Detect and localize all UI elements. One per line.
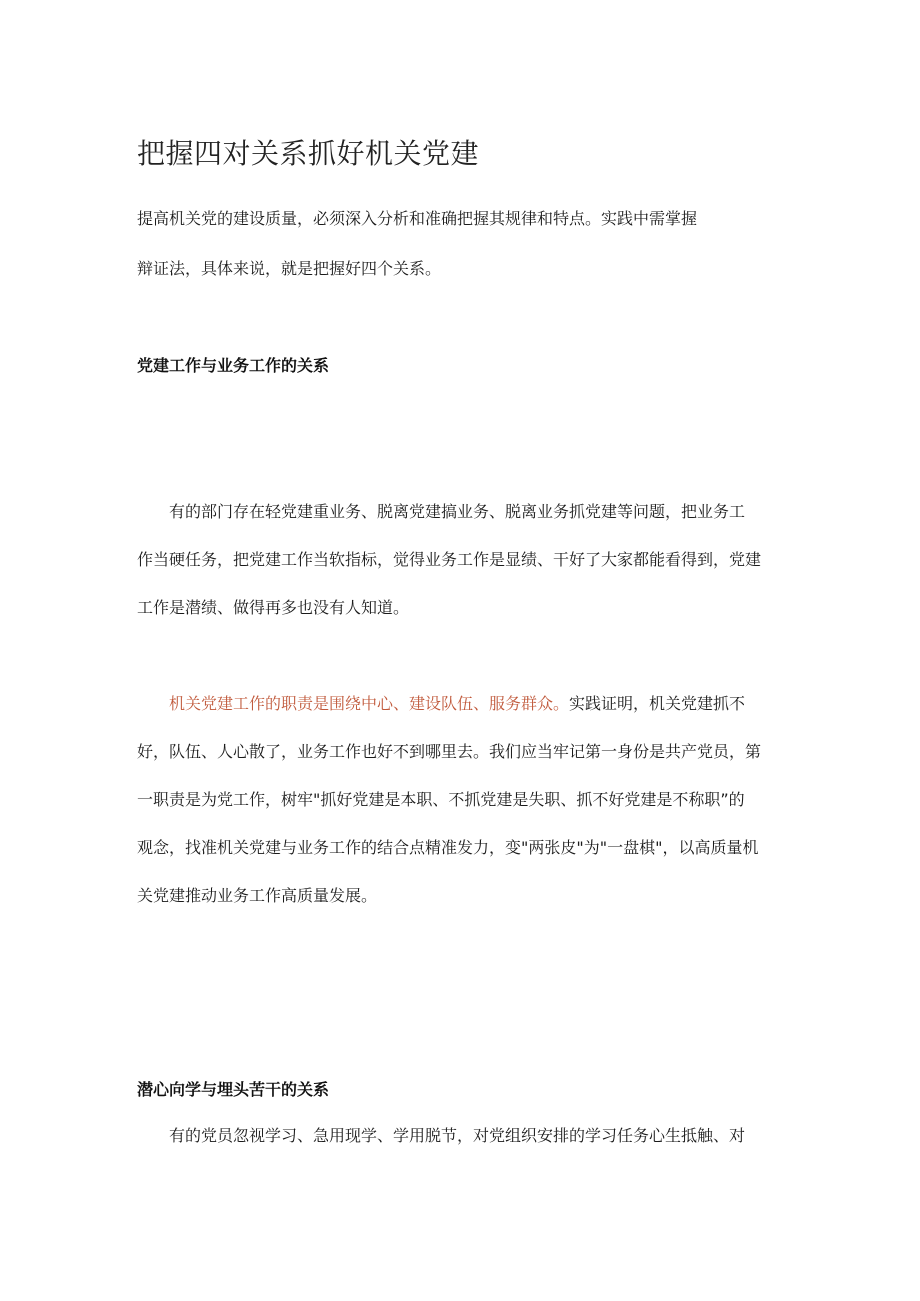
intro-line-1: 提高机关党的建设质量，必须深入分析和准确把握其规律和特点。实践中需掌握 — [137, 209, 698, 228]
section-1-para-1-line-1: 有的部门存在轻党建重业务、脱离党建搞业务、脱离业务抓党建等问题，把业务工 — [169, 502, 746, 521]
section-1-para-2-line-5: 关党建推动业务工作高质量发展。 — [137, 886, 378, 905]
section-2-para-1-line-1: 有的党员忽视学习、急用现学、学用脱节，对党组织安排的学习任务心生抵触、对 — [169, 1126, 746, 1145]
document-title: 把握四对关系抓好机关党建 — [137, 137, 480, 170]
section-1-heading: 党建工作与业务工作的关系 — [137, 356, 330, 375]
line-rest-text: 实践证明，机关党建抓不 — [569, 694, 746, 713]
highlight-text: 机关党建工作的职责是围绕中心、建设队伍、服务群众。 — [169, 694, 570, 713]
intro-line-2: 辩证法，具体来说，就是把握好四个关系。 — [137, 259, 442, 278]
section-1-para-1-line-2: 作当硬任务，把党建工作当软指标，觉得业务工作是显绩、干好了大家都能看得到，党建 — [137, 550, 762, 569]
section-1-para-2-line-4: 观念，找准机关党建与业务工作的结合点精准发力，变"两张皮"为"一盘棋"，以高质量机 — [137, 838, 759, 857]
section-1-para-1-line-3: 工作是潜绩、做得再多也没有人知道。 — [137, 598, 410, 617]
section-1-para-2-line-3: 一职责是为党工作，树牢"抓好党建是本职、不抓党建是失职、抓不好党建是不称职”的 — [137, 790, 745, 809]
section-2-heading: 潜心向学与埋头苦干的关系 — [137, 1080, 330, 1099]
section-1-para-2-line-1 — [169, 693, 745, 715]
section-1-para-2-line-2: 好，队伍、人心散了，业务工作也好不到哪里去。我们应当牢记第一身份是共产党员，第 — [137, 742, 762, 761]
